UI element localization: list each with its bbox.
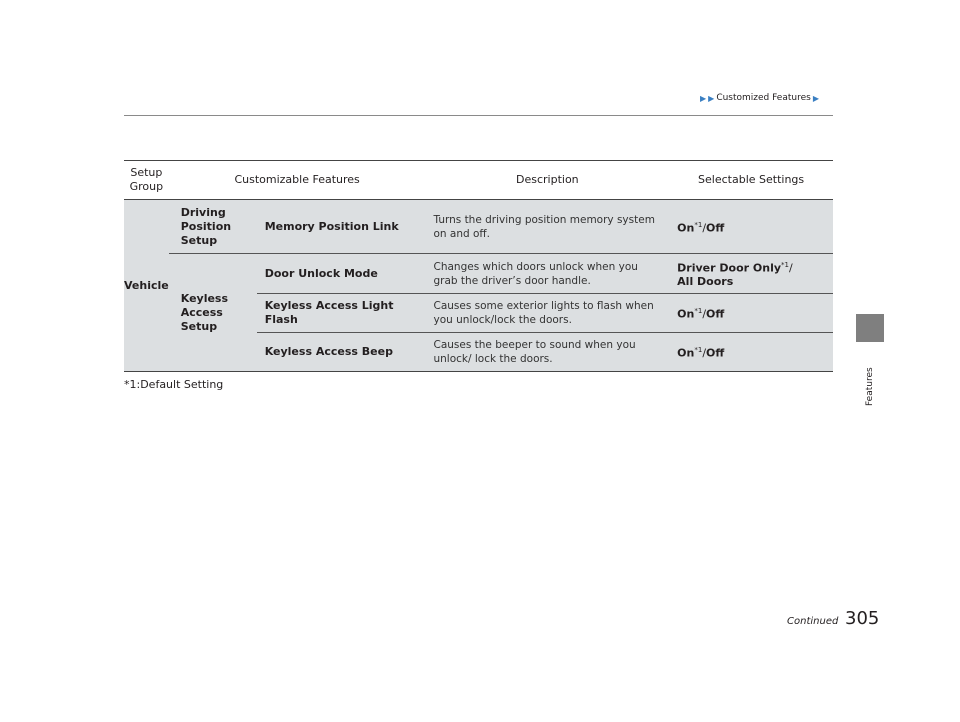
setting-separator: / [702,346,707,360]
feature-name: Memory Position Link [257,200,426,254]
subgroup-keyless-access-setup [169,254,257,372]
continued-label: Continued [787,616,839,627]
column-header-setup-group: Setup Group [124,161,169,200]
column-header-customizable-features: Customizable Features [169,161,426,200]
feature-name: Keyless Access Light Flash [257,294,426,333]
setting-option: On [677,346,695,360]
header-divider [124,115,833,116]
column-header-selectable-settings: Selectable Settings [669,161,833,200]
triangle-right-icon: ▶ [700,93,707,103]
setting-option: On [677,307,695,321]
column-header-description: Description [426,161,670,200]
table-divider [124,372,833,373]
selectable-settings [669,254,833,294]
footnote-mark: *1 [694,307,703,316]
setting-option: Off [706,307,725,321]
customizable-features-table [124,160,833,372]
feature-description: Changes which doors unlock when you grab the driver’s door handle. [426,254,670,294]
selectable-settings [669,294,833,333]
page-number: 305 [845,608,880,629]
section-tab-marker [856,314,884,342]
feature-name: Door Unlock Mode [257,254,426,294]
footnote-mark: *1 [781,260,789,269]
setting-option: Off [706,221,725,235]
footnote-mark: *1 [694,220,703,229]
setting-separator: / [702,307,707,321]
triangle-right-icon: ▶ [708,93,715,103]
section-tab-label: Features [865,367,875,406]
setting-separator: / [788,261,793,275]
footnote-mark: *1 [694,346,703,355]
subgroup-label: Driving Position Setup [180,205,232,247]
breadcrumb-label[interactable]: Customized Features [716,93,811,103]
selectable-settings [669,333,833,372]
table-header-row [124,161,833,200]
breadcrumb[interactable] [700,93,840,103]
table-row [124,200,833,254]
setting-option: On [677,221,695,235]
subgroup-driving-position-setup [169,200,257,254]
setting-separator: / [702,221,707,235]
footnote: *1:Default Setting [124,378,224,391]
selectable-settings [669,200,833,254]
feature-description: Causes some exterior lights to flash when you unlock/lock the doors. [426,294,670,333]
feature-description: Turns the driving position memory system on and off. [426,200,670,254]
setting-option: Driver Door Only [677,261,782,275]
triangle-right-icon: ▶ [812,93,819,103]
table-row [124,254,833,294]
setting-option: All Doors [677,275,734,289]
setup-group-vehicle: Vehicle [124,200,169,372]
setting-option: Off [706,346,725,360]
feature-description: Causes the beeper to sound when you unlock/ lock the doors. [426,333,670,372]
table-bottom-rule [124,372,833,373]
subgroup-label: Keyless Access Setup [180,291,229,333]
feature-name: Keyless Access Beep [257,333,426,372]
